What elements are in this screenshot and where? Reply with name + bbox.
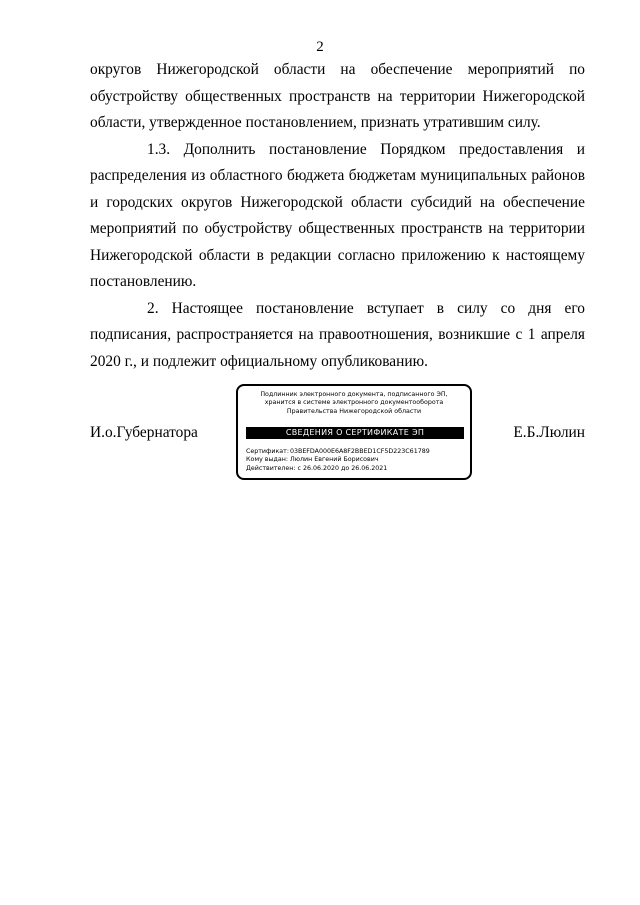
signer-name: Е.Б.Люлин [513,424,585,441]
certificate-label: Сертификат: [246,448,289,455]
document-body [90,57,585,375]
stamp-header-line: хранится в системе электронного документооборота [264,399,444,407]
stamp-details [246,448,468,473]
page-number: 2 [316,39,324,55]
signature-block [90,384,585,486]
issued-to-label: Кому выдан: [246,456,288,464]
stamp-banner: СВЕДЕНИЯ О СЕРТИФИКАТЕ ЭП [246,427,464,439]
validity-row [246,465,468,473]
certificate-value: 03BEFDA000E6A8F2BBED1CF5D223C61789 [290,448,430,455]
signer-position-title: И.о.Губернатора [90,424,198,441]
paragraph-continuation: округов Нижегородской области на обеспечение мероприятий по обустройству общественных пространств на территории Нижегородской области, утвержденное постановлением, признать утратившим силу. [90,61,585,131]
paragraph-2: 2. Настоящее постановление вступает в силу со дня его подписания, распространяется на правоотношения, возникшие с 1 апреля 2020 г., и подлежит официальному опубликованию. [90,299,585,370]
issued-to-row [246,456,468,464]
validity-value: с 26.06.2020 до 26.06.2021 [297,464,388,472]
issued-to-value: Люлин Евгений Борисович [290,456,379,464]
stamp-header [244,391,464,416]
stamp-header-line: Подлинник электронного документа, подписанного ЭП, [260,391,448,398]
paragraph-1-3: 1.3. Дополнить постановление Порядком предоставления и распределения из областного бюджета бюджетам муниципальных районов и городских округов Нижегородской области субсидий на обеспечение мероприятий по обустройству общественных пространств на территории Нижегородской области в редакции согласно приложению к настоящему постановлению. [90,140,585,290]
validity-label: Действителен: [246,464,296,472]
electronic-signature-stamp [236,384,472,480]
stamp-header-line: Правительства Нижегородской области [286,407,422,415]
